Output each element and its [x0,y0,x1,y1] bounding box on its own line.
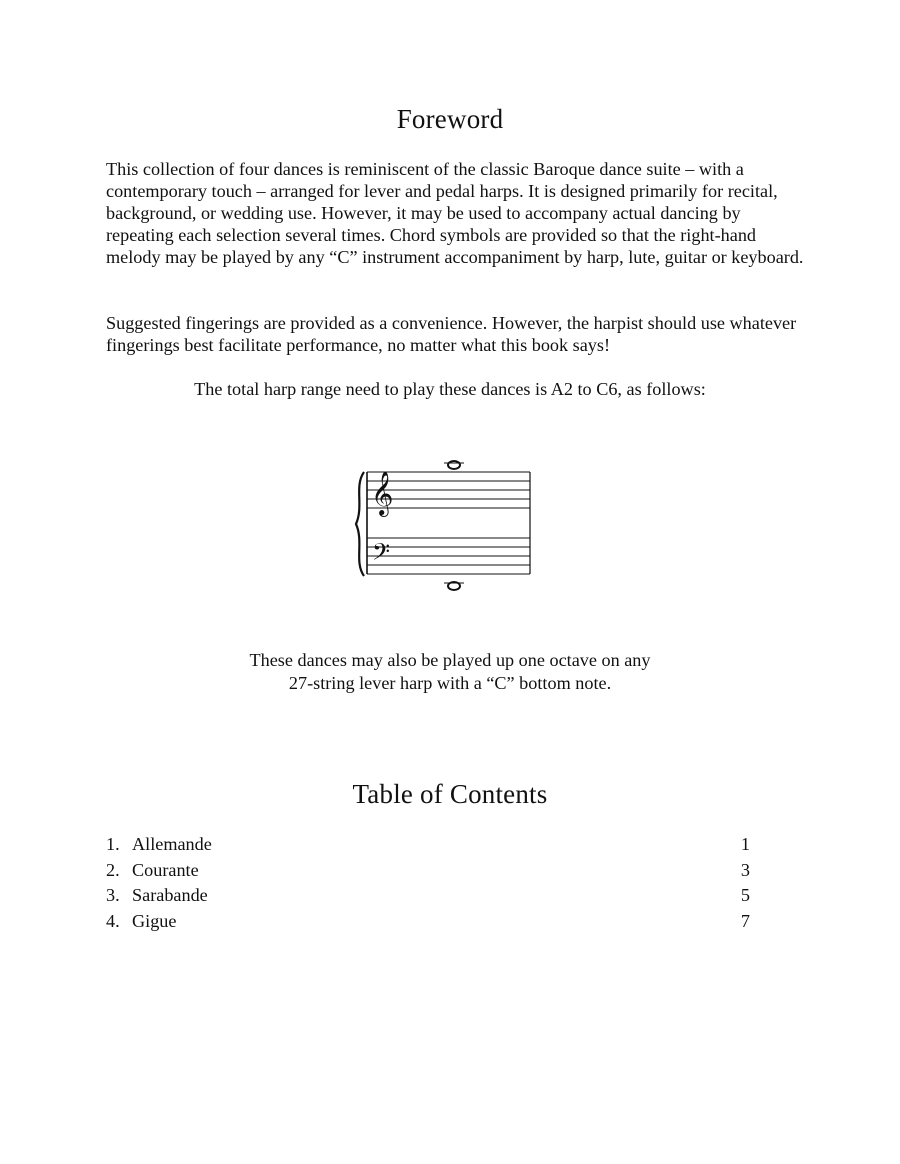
toc-item-title: Allemande [132,834,212,854]
toc-item-number: 1. [106,834,120,854]
octave-note-line-1: These dances may also be played up one octave on any [249,650,651,670]
toc-item-page: 5 [740,885,750,905]
whole-note-high [448,461,460,469]
toc-title: Table of Contents [352,779,548,809]
toc-list [106,833,766,935]
toc-item-sarabande [106,884,766,910]
toc-item-number: 3. [106,885,120,905]
toc-item-title: Sarabande [132,885,208,905]
foreword-title: Foreword [396,104,504,134]
toc-item-page: 3 [740,859,750,880]
foreword-paragraph-2: Suggested fingerings are provided as a convenience. However, the harpist should use whatever fingerings best facilitate performance, no matter what this book says! [106,313,797,355]
toc-item-title: Gigue [132,910,177,931]
toc-item-number: 2. [106,859,120,880]
toc-item-allemande [106,833,766,859]
toc-item-courante [106,859,766,885]
harp-range-text: The total harp range need to play these dances is A2 to C6, as follows: [194,379,706,399]
foreword-paragraph-1: This collection of four dances is reminiscent of the classic Baroque dance suite – with a contemporary touch – arranged for lever and pedal harps. It is designed primarily for recital, background, or wedding use. However, it may be used to accompany actual dancing by repeating each selection several times. Chord symbols are provided so that the right-hand melody may be played by any “C” instrument accompaniment by harp, lute, guitar or keyboard. [106,159,804,267]
octave-note-line-2: 27-string lever harp with a “C” bottom note. [288,673,612,693]
toc-item-title: Courante [132,859,199,880]
harp-range-staff-figure [350,456,540,596]
toc-item-number: 4. [106,910,120,931]
grand-staff-brace [356,472,364,576]
toc-item-page: 7 [740,910,750,931]
bass-staff-lines [367,538,530,574]
treble-clef-icon: 𝄞 [371,471,394,515]
toc-item-page: 1 [740,834,750,854]
toc-item-gigue [106,910,766,936]
bass-clef-icon: 𝄢 [372,538,391,571]
